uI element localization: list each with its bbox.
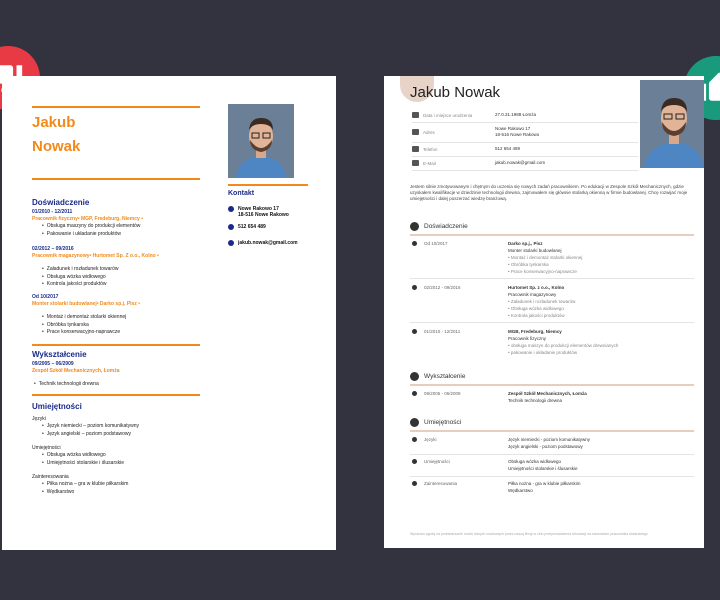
info-label: Adres — [423, 129, 435, 135]
list-item: • Załadunek i rozładunek towarów — [508, 298, 575, 305]
skill-line: Wędkarstwo — [508, 488, 533, 493]
list-item: • pakowanie i układanie produktów — [508, 349, 618, 356]
info-birth — [412, 108, 638, 123]
education-field: Technik technologii drewna — [508, 398, 563, 403]
list-item: • Technik technologii drewna — [34, 381, 99, 389]
education-items — [34, 381, 99, 389]
job-tasks — [42, 266, 118, 289]
skills-list — [42, 452, 124, 467]
list-item: • Załadunek i rozładunek towarów — [42, 266, 118, 274]
experience-title: Doświadczenie — [32, 198, 90, 207]
job-role: Pracownik fizyczny — [508, 336, 547, 341]
divider — [32, 394, 200, 396]
divider — [228, 184, 308, 186]
skill-label: Języki — [424, 437, 437, 442]
education-school: Zespół Szkół Mechanicznych, Łomża — [508, 391, 587, 396]
contact-phone — [228, 224, 266, 230]
skill-line: Umiejętności stolarskie i ślusarskie — [508, 466, 578, 471]
skills-title: Umiejętności — [32, 402, 82, 411]
job-company: Darko sp.j., Pisz — [508, 241, 543, 246]
info-label: Telefon — [423, 146, 438, 152]
timeline-dot — [412, 241, 417, 246]
education-title: Wykształcenie — [32, 350, 87, 359]
timeline-dot — [412, 481, 417, 486]
education-dates: 09/2005 - 06/2009 — [424, 391, 461, 396]
list-item: • Pakowanie i układanie produktów — [42, 231, 140, 239]
graduation-cap-icon — [410, 372, 419, 381]
list-item: • obsługa maszyn do produkcji elementów drewnianych — [508, 342, 618, 349]
divider — [410, 454, 694, 455]
list-item: • Obróbka tynkarska — [508, 261, 582, 268]
consent-footer: Wyrażam zgodę na przetwarzanie moich danych osobowych przez naszą firmę w celu przeprowadzenia rekrutacji na stanowisko pracownika stolarskiego. — [410, 532, 649, 536]
list-item: • Montaż i demontaż stolarki okiennej — [42, 314, 126, 322]
list-item: • Montaż i demontaż stolarki okiennej — [508, 254, 582, 261]
list-item: • Język angielski – poziom podstawowy — [42, 431, 139, 439]
list-item: • Obróbka tynkarska — [42, 322, 126, 330]
education-details — [508, 390, 587, 404]
job-details — [508, 328, 618, 356]
info-email — [412, 156, 638, 171]
job-role: Monter stolarki budowlanej — [508, 248, 562, 253]
job-dates: Od 10/2017 — [424, 241, 448, 246]
phone-text: 512 654 489 — [238, 224, 266, 230]
list-item: • Prace konserwacyjno-naprawcze — [42, 329, 126, 337]
info-value: 512 654 489 — [495, 146, 521, 151]
list-item: • Obsługa wózka widłowego — [42, 274, 118, 282]
divider — [32, 106, 200, 108]
good-cv-page — [384, 76, 704, 548]
skill-line: Język niemiecki - poziom komunikatywny — [508, 437, 591, 442]
job-dates: 02/2012 – 09/2016 — [32, 246, 74, 252]
summary-text: Jestem silnie zmotywowanym i chętnym do uczenia się nowych zadań pracownikiem. Po edukacji w Zespole Szkół Mechanicznych, gdzie uzyskałem kwalifikacje w dziedzinie technologii drewna, zajmowałem się głównie stolarką okienną w firmie budowlanej. Chcę rozwijać moje umiejętności i dalej poszerzać wiedzę branżową. — [410, 184, 688, 201]
divider — [410, 322, 694, 323]
skill-label: Zainteresowania — [424, 481, 458, 486]
contact-address — [228, 206, 289, 218]
education-school: Zespół Szkół Mechanicznych, Łomża — [32, 368, 120, 374]
contact-email — [228, 240, 298, 246]
job-role: Pracownik fizyczny• MGP, Fredeburg, Niemcy • — [32, 216, 143, 222]
briefcase-icon — [410, 222, 419, 231]
info-value: 18-516 Nowe Rakowo — [495, 132, 540, 137]
skill-details — [508, 480, 581, 494]
skill-details — [508, 436, 590, 450]
phone-icon — [228, 224, 234, 230]
timeline-dot — [412, 437, 417, 442]
location-icon — [228, 206, 234, 212]
profile-photo — [228, 104, 294, 178]
section-title: Umiejętności — [424, 418, 462, 426]
profile-photo — [640, 80, 704, 168]
divider — [32, 344, 200, 346]
job-dates: 02/2012 - 09/2016 — [424, 285, 461, 290]
job-details — [508, 240, 582, 275]
cv-last-name: Nowak — [32, 138, 81, 155]
info-value: jakub.nowak@gmail.com — [495, 160, 546, 165]
job-tasks — [42, 314, 126, 337]
skill-line: Piłka nożna - gra w klubie piłkarskim — [508, 481, 581, 486]
timeline-dot — [412, 329, 417, 334]
skill-details — [508, 458, 578, 472]
email-text: jakub.nowak@gmail.com — [238, 240, 298, 246]
skills-group-label: Umiejętności — [32, 445, 61, 451]
job-company: MGB, Fredeburg, Niemcy — [508, 329, 562, 334]
job-dates: 01/2010 - 12/2011 — [32, 209, 73, 215]
list-item: • Obsługa wózka widłowego — [42, 452, 124, 460]
list-item: • Kontrola jakości produktów — [508, 312, 575, 319]
job-tasks — [42, 223, 140, 238]
skills-list — [42, 481, 128, 496]
address-line2: 18-516 Nowe Rakowo — [238, 212, 289, 218]
divider — [32, 178, 200, 180]
mail-icon — [412, 160, 419, 166]
section-title: Wykształcenie — [424, 372, 466, 380]
info-value: 27.0.31.1988 Łomża — [495, 112, 537, 117]
email-icon — [228, 240, 234, 246]
job-details — [508, 284, 575, 319]
list-item: • Piłka nożna – gra w klubie piłkarskim — [42, 481, 128, 489]
divider — [410, 476, 694, 477]
list-item: • Prace konserwacyjno-naprawcze — [508, 268, 582, 275]
skill-line: Język angielski - poziom podstawowy — [508, 444, 583, 449]
bad-cv-page — [2, 76, 336, 550]
job-role: Pracownik magazynowy — [508, 292, 557, 297]
address-line1: Nowe Rakowo 17 — [238, 206, 279, 212]
experience-section-header — [410, 218, 694, 236]
list-item: • Obsługa maszyny do produkcji elementów — [42, 223, 140, 231]
skill-line: Obsługa wózka widłowego — [508, 459, 562, 464]
timeline-dot — [412, 391, 417, 396]
list-item: • Umiejętności stolarskie i ślusarskie — [42, 460, 124, 468]
job-role: Pracownik magazynowy• Hurtomet Sp. Z o.o., Kolno • — [32, 253, 159, 259]
job-dates: Od 10/2017 — [32, 294, 59, 300]
job-role: Monter stolarki budowlanej• Darko sp.j. Pisz • — [32, 301, 140, 307]
education-section-header — [410, 368, 694, 386]
cv-first-name: Jakub — [32, 114, 76, 131]
info-value: Nowe Rakowo 17 — [495, 126, 531, 131]
section-title: Doświadczenie — [424, 222, 468, 230]
skills-group-label: Zainteresowania — [32, 474, 69, 480]
home-icon — [412, 129, 419, 135]
skills-group-label: Języki — [32, 416, 46, 422]
list-item: • Język niemiecki – poziom komunikatywny — [42, 423, 139, 431]
list-item: • Obsługa wózka widłowego — [508, 305, 575, 312]
job-company: Hurtomet Sp. z o.o., Kolno — [508, 285, 565, 290]
list-item: • Kontrola jakości produktów — [42, 281, 118, 289]
phone-icon — [412, 146, 419, 152]
contact-title: Kontakt — [228, 190, 255, 197]
divider — [410, 278, 694, 279]
info-address — [412, 122, 638, 143]
info-phone — [412, 142, 638, 157]
cv-name: Jakub Nowak — [410, 84, 501, 101]
info-label: E-Mail — [423, 160, 436, 166]
education-dates: 09/2005 – 06/2009 — [32, 361, 74, 367]
calendar-icon — [412, 112, 419, 118]
info-label: Data i miejsce urodzenia — [423, 112, 473, 118]
timeline-dot — [412, 459, 417, 464]
skills-list — [42, 423, 139, 438]
job-dates: 01/2010 - 12/2011 — [424, 329, 461, 334]
skills-section-header — [410, 414, 694, 432]
list-item: • Wędkarstwo — [42, 489, 128, 497]
skill-label: Umiejętności — [424, 459, 450, 464]
timeline-dot — [412, 285, 417, 290]
skills-icon — [410, 418, 419, 427]
